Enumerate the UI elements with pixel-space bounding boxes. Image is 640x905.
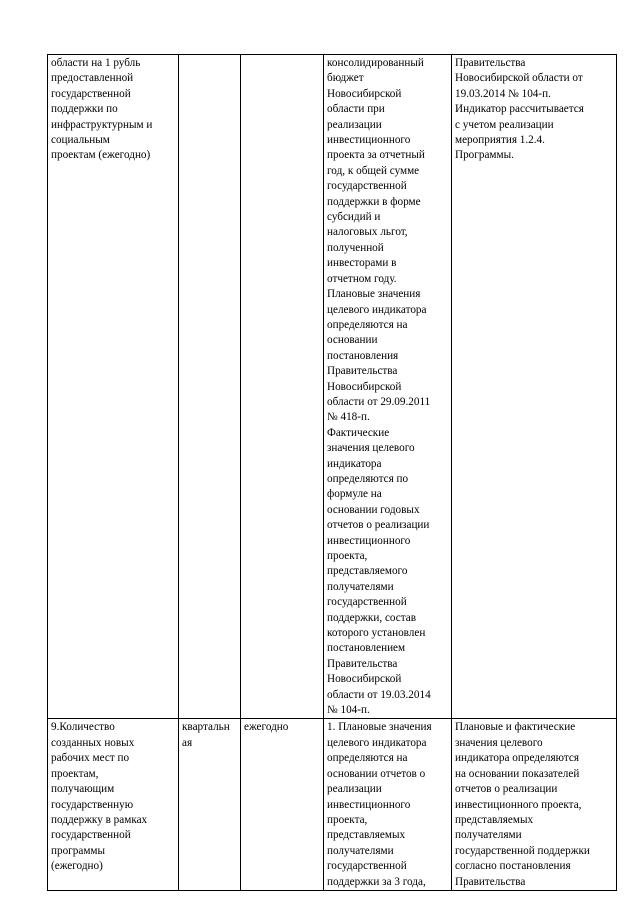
cell-text-line: Правительства bbox=[327, 365, 398, 378]
cell-text-line: Фактические bbox=[327, 426, 390, 439]
periodicity-cell bbox=[179, 55, 241, 719]
cell-text-line: 19.03.2014 № 104-п. bbox=[455, 87, 551, 100]
frequency-cell bbox=[241, 719, 324, 890]
cell-text-line: поддержки в форме bbox=[327, 195, 421, 208]
frequency-cell bbox=[241, 55, 324, 719]
cell-text-line: области от 19.03.2014 bbox=[327, 688, 431, 701]
cell-text-line: области от 29.09.2011 bbox=[327, 395, 431, 408]
cell-text-line: Новосибирской области от bbox=[455, 72, 583, 85]
cell-text-line: представляемых bbox=[327, 829, 406, 842]
cell-text-line: проекта, bbox=[327, 813, 368, 826]
cell-text-line: налоговых льгот, bbox=[327, 226, 408, 239]
cell-text-line: определяются по bbox=[327, 472, 409, 485]
cell-text-line: инвестиционного проекта, bbox=[455, 798, 582, 811]
cell-text-line: Индикатор рассчитывается bbox=[455, 103, 584, 116]
cell-text-line: основании годовых bbox=[327, 503, 420, 516]
cell-text-line: реализации bbox=[327, 118, 382, 131]
cell-text-line: проектам (ежегодно) bbox=[51, 149, 151, 162]
cell-text-line: № 418-п. bbox=[327, 411, 370, 424]
cell-text-line: получателями bbox=[327, 844, 394, 857]
cell-text-line: квартальн bbox=[182, 721, 230, 734]
cell-text-line: основании bbox=[327, 334, 378, 347]
cell-text-line: Правительства bbox=[327, 657, 398, 670]
cell-text-line: год, к общей сумме bbox=[327, 164, 420, 177]
cell-text-line: поддержки, состав bbox=[327, 611, 417, 624]
cell-text-line: целевого индикатора bbox=[327, 303, 427, 316]
cell-text-line: № 104-п. bbox=[327, 704, 370, 717]
cell-text-line: инвестиционного bbox=[327, 534, 411, 547]
cell-text-line: консолидированный bbox=[327, 57, 424, 69]
cell-text-line: ая bbox=[182, 736, 193, 749]
cell-text-line: основании отчетов о bbox=[327, 767, 426, 780]
cell-text-line: рабочих мест по bbox=[51, 752, 130, 765]
method-cell bbox=[324, 719, 452, 890]
cell-text-line: Программы. bbox=[455, 149, 514, 162]
cell-text-line: определяются на bbox=[327, 318, 408, 331]
cell-text-line: области при bbox=[327, 103, 385, 116]
cell-text-line: Новосибирской bbox=[327, 380, 402, 393]
cell-text-line: формуле на bbox=[327, 488, 382, 501]
cell-text-line: значения целевого bbox=[327, 442, 415, 455]
cell-text-line: субсидий и bbox=[327, 211, 381, 224]
cell-text-line: представляемого bbox=[327, 565, 408, 578]
cell-text-line: инвестиционного bbox=[327, 798, 411, 811]
cell-text-line: индикатора определяются bbox=[455, 752, 580, 765]
note-cell bbox=[452, 719, 617, 890]
cell-text-line: социальным bbox=[51, 134, 110, 147]
cell-text-line: отчетов о реализации bbox=[327, 519, 430, 532]
cell-text-line: индикатора bbox=[327, 457, 382, 470]
cell-text-line: полученной bbox=[327, 241, 384, 254]
cell-text-line: получателями bbox=[327, 580, 394, 593]
cell-text-line: значения целевого bbox=[455, 736, 543, 749]
cell-text-line: согласно постановления bbox=[455, 860, 571, 873]
cell-text-line: поддержку в рамках bbox=[51, 813, 148, 826]
table-row bbox=[48, 55, 617, 719]
cell-text-line: Новосибирской bbox=[327, 87, 402, 100]
cell-text-line: получающим bbox=[51, 783, 115, 796]
cell-text-line: мероприятия 1.2.4. bbox=[455, 134, 545, 147]
indicator-table bbox=[47, 54, 617, 891]
cell-text-line: на основании показателей bbox=[455, 767, 580, 780]
cell-text-line: представляемых bbox=[455, 813, 534, 826]
cell-text-line: отчетов о реализации bbox=[455, 783, 558, 796]
cell-text-line: государственной поддержки bbox=[455, 844, 590, 857]
cell-text-line: с учетом реализации bbox=[455, 118, 554, 131]
cell-text-line: предоставленной bbox=[51, 72, 134, 85]
cell-text-line: (ежегодно) bbox=[51, 860, 103, 873]
cell-text-line: целевого индикатора bbox=[327, 736, 427, 749]
cell-text-line: государственной bbox=[51, 829, 131, 842]
cell-text-line: инвесторами в bbox=[327, 257, 397, 270]
cell-text-line: проектам, bbox=[51, 767, 99, 780]
cell-text-line: программы bbox=[51, 844, 105, 857]
cell-text-line: 1. Плановые значения bbox=[327, 721, 432, 734]
cell-text-line: бюджет bbox=[327, 72, 364, 85]
cell-text-line: инвестиционного bbox=[327, 134, 411, 147]
cell-text-line: постановлением bbox=[327, 642, 406, 655]
cell-text-line: определяются на bbox=[327, 752, 408, 765]
cell-text-line: государственной bbox=[51, 87, 131, 100]
method-cell bbox=[324, 55, 452, 719]
cell-text-line: поддержки по bbox=[51, 103, 118, 116]
cell-text-line: проекта, bbox=[327, 550, 368, 562]
cell-text-line: проекта за отчетный bbox=[327, 149, 425, 162]
indicator-name-cell bbox=[48, 55, 179, 719]
cell-text-line: получателями bbox=[455, 829, 522, 842]
note-cell bbox=[452, 55, 617, 719]
cell-text-line: которого установлен bbox=[327, 627, 426, 640]
cell-text-line: ежегодно bbox=[244, 721, 289, 734]
table-row bbox=[48, 719, 617, 890]
cell-text-line: Правительства bbox=[455, 57, 526, 69]
cell-text-line: отчетном году. bbox=[327, 272, 397, 285]
cell-text-line: Новосибирской bbox=[327, 673, 402, 686]
cell-text-line: государственной bbox=[327, 596, 407, 609]
cell-text-line: инфраструктурным и bbox=[51, 118, 153, 131]
cell-text-line: 9.Количество bbox=[51, 721, 115, 734]
cell-text-line: поддержки за 3 года, bbox=[327, 875, 426, 888]
cell-text-line: Правительства bbox=[455, 875, 526, 888]
cell-text-line: государственной bbox=[327, 860, 407, 873]
cell-text-line: реализации bbox=[327, 783, 382, 796]
cell-text-line: созданных новых bbox=[51, 736, 135, 749]
cell-text-line: Плановые и фактические bbox=[455, 721, 576, 734]
periodicity-cell bbox=[179, 719, 241, 890]
indicator-name-cell bbox=[48, 719, 179, 890]
cell-text-line: государственную bbox=[51, 798, 134, 811]
cell-text-line: постановления bbox=[327, 349, 399, 362]
cell-text-line: Плановые значения bbox=[327, 288, 421, 301]
cell-text-line: государственной bbox=[327, 180, 407, 193]
cell-text-line: области на 1 рубль bbox=[51, 57, 141, 69]
